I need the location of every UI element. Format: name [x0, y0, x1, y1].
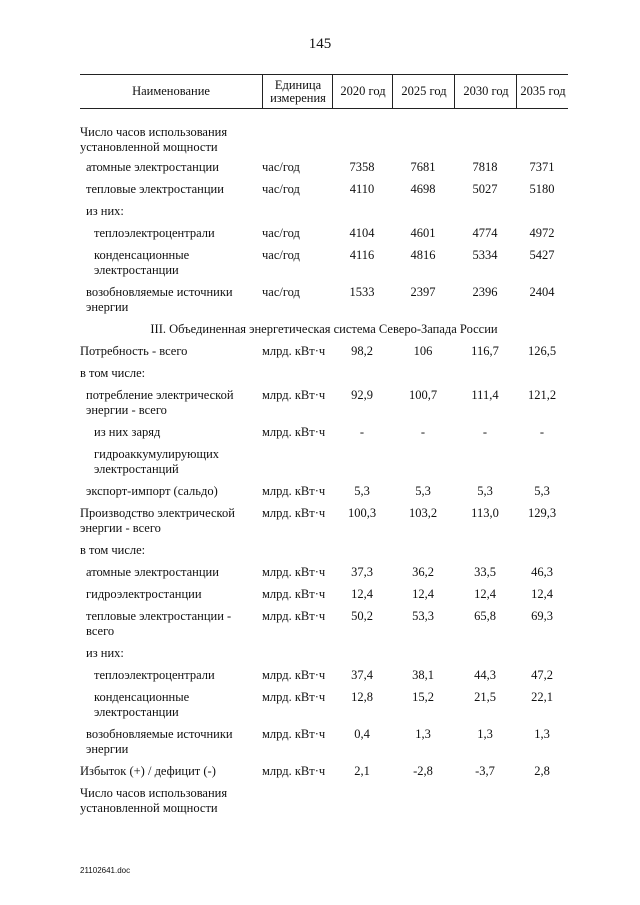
- row-value: 98,2: [351, 344, 373, 358]
- row-value: 100,3: [347, 506, 377, 520]
- row-value: 36,2: [412, 565, 434, 579]
- row-value: 126,5: [527, 344, 557, 358]
- header-year-2030: 2030 год: [454, 75, 517, 108]
- row-value: 38,1: [412, 668, 434, 682]
- row-value: 4601: [410, 226, 436, 240]
- row-label: теплоэлектроцентрали: [94, 226, 215, 240]
- row-label: атомные электростанции: [86, 565, 219, 579]
- row-value: 4110: [349, 182, 375, 196]
- row-unit: час/год: [262, 248, 300, 262]
- row-value: 4774: [472, 226, 498, 240]
- row-value: 4698: [410, 182, 436, 196]
- row-label: гидроэлектростанции: [86, 587, 202, 601]
- row-label: экспорт-импорт (сальдо): [86, 484, 218, 498]
- row-value: 4116: [349, 248, 375, 262]
- row-value: 37,3: [351, 565, 373, 579]
- row-unit: час/год: [262, 285, 300, 299]
- row-value: 113,0: [471, 506, 499, 520]
- row-label: Избыток (+) / дефицит (-): [80, 764, 216, 778]
- data-table: [80, 74, 568, 815]
- row-value: 2396: [472, 285, 498, 299]
- row-label: в том числе:: [80, 366, 146, 380]
- header-year-2025: 2025 год: [392, 75, 455, 108]
- row-unit: млрд. кВт·ч: [262, 388, 326, 402]
- row-label: потребление электрической энергии - всего: [86, 388, 234, 417]
- row-value: 12,4: [531, 587, 553, 601]
- row-value: 15,2: [412, 690, 434, 704]
- row-value: 12,4: [412, 587, 434, 601]
- row-value: 7371: [529, 160, 555, 174]
- row-unit: час/год: [262, 226, 300, 240]
- row-unit: час/год: [262, 160, 300, 174]
- row-label: гидроаккумулирующих электростанций: [94, 447, 220, 476]
- row-value: 5180: [529, 182, 555, 196]
- row-unit: млрд. кВт·ч: [262, 668, 326, 682]
- row-value: 47,2: [531, 668, 553, 682]
- row-value: -3,7: [475, 764, 495, 778]
- page-number: 145: [308, 36, 332, 52]
- row-label: из них:: [86, 204, 124, 218]
- row-value: 5427: [529, 248, 555, 262]
- header-unit: Единица измерения: [262, 75, 333, 108]
- header-name: Наименование: [132, 84, 210, 98]
- row-label: конденсационные электростанции: [94, 248, 190, 277]
- row-value: -: [539, 425, 545, 439]
- row-value: 5,3: [354, 484, 370, 498]
- row-label: атомные электростанции: [86, 160, 219, 174]
- row-value: 65,8: [474, 609, 496, 623]
- row-value: -: [359, 425, 365, 439]
- row-unit: млрд. кВт·ч: [262, 506, 326, 520]
- row-value: 4972: [529, 226, 555, 240]
- row-value: 100,7: [408, 388, 438, 402]
- row-unit: млрд. кВт·ч: [262, 609, 326, 623]
- row-value: 4816: [410, 248, 436, 262]
- row-value: 5027: [472, 182, 498, 196]
- row-value: 12,4: [474, 587, 496, 601]
- row-label: возобновляемые источники энергии: [86, 727, 233, 756]
- row-value: -: [482, 425, 488, 439]
- row-unit: час/год: [262, 182, 300, 196]
- row-label: теплоэлектроцентрали: [94, 668, 215, 682]
- row-label: тепловые электростанции - всего: [86, 609, 232, 638]
- row-unit: млрд. кВт·ч: [262, 587, 326, 601]
- row-value: 92,9: [351, 388, 373, 402]
- section-title: III. Объединенная энергетическая система Северо-Запада России: [150, 322, 498, 336]
- row-value: 12,4: [351, 587, 373, 601]
- row-unit: млрд. кВт·ч: [262, 690, 326, 704]
- row-value: 37,4: [351, 668, 373, 682]
- row-value: 53,3: [412, 609, 434, 623]
- row-label: Потребность - всего: [80, 344, 188, 358]
- row-value: 5,3: [534, 484, 550, 498]
- row-unit: млрд. кВт·ч: [262, 764, 326, 778]
- row-value: 103,2: [408, 506, 438, 520]
- row-value: 129,3: [527, 506, 557, 520]
- row-value: 46,3: [531, 565, 553, 579]
- row-value: 116,7: [471, 344, 499, 358]
- row-value: 7818: [472, 160, 498, 174]
- row-value: -: [420, 425, 426, 439]
- row-label: из них:: [86, 646, 124, 660]
- row-value: 33,5: [474, 565, 496, 579]
- row-unit: млрд. кВт·ч: [262, 484, 326, 498]
- row-value: 1533: [349, 285, 375, 299]
- row-label: возобновляемые источники энергии: [86, 285, 233, 314]
- row-value: 50,2: [351, 609, 373, 623]
- row-value: 111,4: [471, 388, 499, 402]
- row-value: 121,2: [527, 388, 557, 402]
- row-value: 1,3: [477, 727, 493, 741]
- row-label: конденсационные электростанции: [94, 690, 190, 719]
- row-label: тепловые электростанции: [86, 182, 224, 196]
- row-value: -2,8: [413, 764, 433, 778]
- header-year-2035: 2035 год: [516, 75, 569, 108]
- header-year-2020: 2020 год: [332, 75, 393, 108]
- row-value: 5,3: [415, 484, 431, 498]
- row-value: 5334: [472, 248, 498, 262]
- row-unit: млрд. кВт·ч: [262, 344, 326, 358]
- table-header: [80, 74, 568, 109]
- row-value: 1,3: [415, 727, 431, 741]
- row-value: 12,8: [351, 690, 373, 704]
- row-value: 2397: [410, 285, 436, 299]
- row-value: 44,3: [474, 668, 496, 682]
- row-value: 22,1: [531, 690, 553, 704]
- row-value: 7681: [410, 160, 436, 174]
- row-value: 106: [413, 344, 433, 358]
- row-value: 4104: [349, 226, 375, 240]
- row-value: 21,5: [474, 690, 496, 704]
- row-value: 2,8: [534, 764, 550, 778]
- row-value: 7358: [349, 160, 375, 174]
- row-unit: млрд. кВт·ч: [262, 565, 326, 579]
- row-value: 5,3: [477, 484, 493, 498]
- document-footer: 21102641.doc: [80, 866, 131, 875]
- row-label: из них заряд: [94, 425, 161, 439]
- row-value: 2404: [529, 285, 555, 299]
- row-label: в том числе:: [80, 543, 146, 557]
- row-value: 2,1: [354, 764, 370, 778]
- row-unit: млрд. кВт·ч: [262, 425, 326, 439]
- row-label: Производство электрической энергии - всего: [80, 506, 235, 535]
- row-value: 0,4: [354, 727, 370, 741]
- row-unit: млрд. кВт·ч: [262, 727, 326, 741]
- row-label: Число часов использования установленной мощности: [80, 786, 228, 815]
- row-value: 69,3: [531, 609, 553, 623]
- row-label: Число часов использования установленной мощности: [80, 125, 228, 154]
- row-value: 1,3: [534, 727, 550, 741]
